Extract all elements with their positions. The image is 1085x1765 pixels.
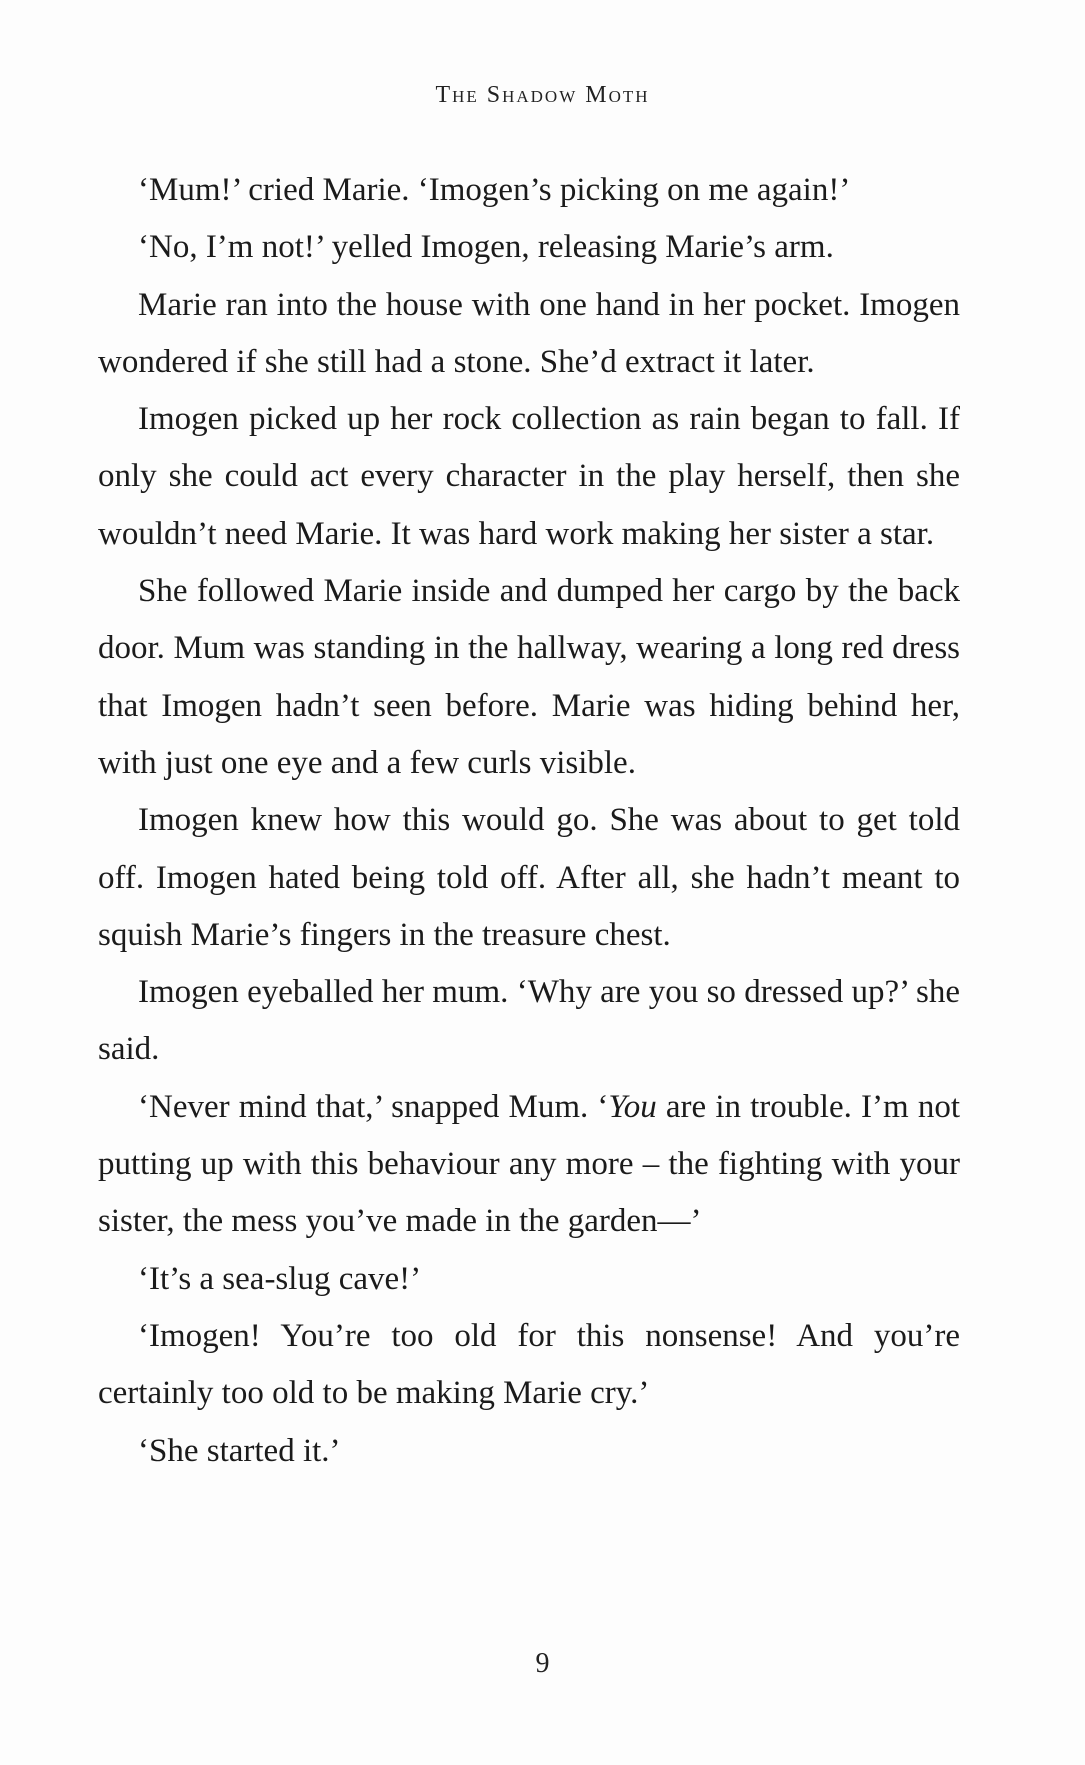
paragraph: ‘She started it.’ (138, 1432, 341, 1469)
paragraph-text: ‘Never mind that,’ snapped Mum. ‘ (138, 1088, 609, 1125)
paragraph: She followed Marie inside and dumped her cargo by the back door. Mum was standing in the hallway, wearing a long red dress that Imogen hadn’t seen before. Marie was hiding behind her, with just one eye and a few curls visible. (98, 573, 960, 781)
paragraph-text: are in trouble. I’m not putting up with this behaviour any more – the fighting with your sister, the mess you’ve made in the garden—’ (98, 1088, 960, 1240)
page-number: 9 (535, 1648, 550, 1679)
paragraph: ‘Mum!’ cried Marie. ‘Imogen’s picking on me again!’ (138, 172, 851, 208)
paragraph (98, 1079, 960, 1251)
paragraph: Imogen picked up her rock collection as rain began to fall. If only she could act every character in the play herself, then she wouldn’t need Marie. It was hard work making her sister a star. (98, 401, 960, 552)
paragraph: Imogen knew how this would go. She was about to get told off. Imogen hated being told off. After all, she hadn’t meant to squish Marie’s fingers in the treasure chest. (98, 802, 960, 953)
running-head: The Shadow Moth (435, 82, 650, 108)
emphasis-text: You (608, 1088, 657, 1125)
paragraph: Marie ran into the house with one hand in her pocket. Imogen wondered if she still had a stone. She’d extract it later. (98, 286, 960, 380)
body-text (98, 162, 960, 1480)
paragraph: ‘Imogen! You’re too old for this nonsense! And you’re certainly too old to be making Marie cry.’ (98, 1317, 960, 1412)
paragraph: ‘No, I’m not!’ yelled Imogen, releasing Marie’s arm. (138, 229, 834, 266)
paragraph: ‘It’s a sea-slug cave!’ (138, 1260, 422, 1297)
paragraph: Imogen eyeballed her mum. ‘Why are you so dressed up?’ she said. (98, 974, 960, 1068)
